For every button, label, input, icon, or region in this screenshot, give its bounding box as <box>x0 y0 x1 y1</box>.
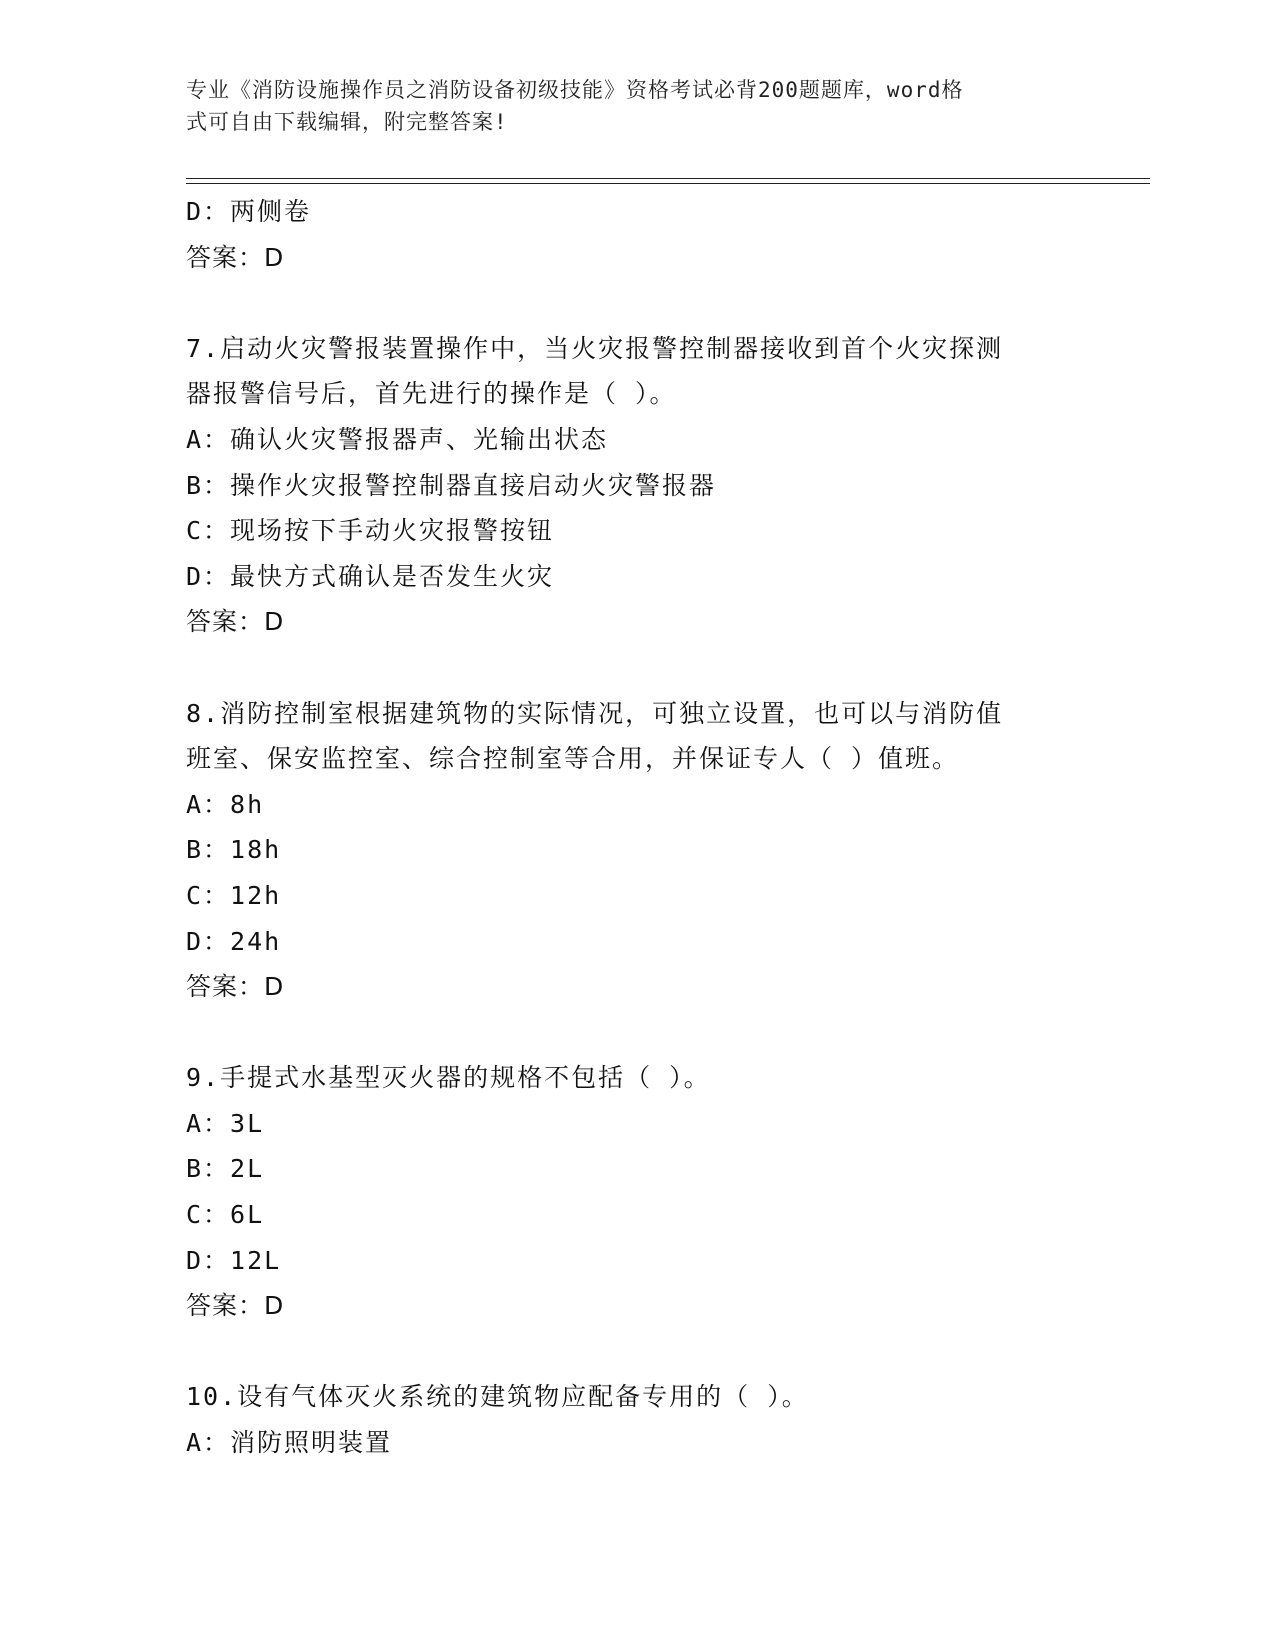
option-d: D：最快方式确认是否发生火灾 <box>186 561 555 591</box>
question-stem-line: 8.消防控制室根据建筑物的实际情况，可独立设置，也可以与消防值 <box>186 698 1004 728</box>
header-divider-top <box>186 178 1150 179</box>
option-a: A：消防照明装置 <box>186 1428 393 1458</box>
option-a: A：8h <box>186 789 265 819</box>
answer: 答案：D <box>186 1291 285 1321</box>
option-d: D：两侧卷 <box>186 197 312 226</box>
spacer <box>186 280 1086 326</box>
spacer <box>186 1329 1086 1375</box>
spacer <box>186 1010 1086 1056</box>
option-c: C：6L <box>186 1200 265 1230</box>
question-7 <box>186 326 1086 645</box>
option-b: B：操作火灾报警控制器直接启动火灾警报器 <box>186 470 717 500</box>
question-8 <box>186 691 1086 1010</box>
question-stem-line: 9.手提式水基型灭火器的规格不包括（ ）。 <box>186 1063 711 1093</box>
answer: 答案：D <box>186 242 285 272</box>
question-9 <box>186 1055 1086 1329</box>
question-10 <box>186 1374 1086 1465</box>
answer: 答案：D <box>186 972 285 1002</box>
question-stem-line: 器报警信号后，首先进行的操作是（ ）。 <box>186 379 677 409</box>
question-stem-line: 班室、保安监控室、综合控制室等合用，并保证专人（ ）值班。 <box>186 744 960 774</box>
option-d: D：24h <box>186 926 282 956</box>
document-header <box>186 74 1066 138</box>
option-b: B：2L <box>186 1154 265 1184</box>
option-a: A：3L <box>186 1108 265 1138</box>
option-c: C：12h <box>186 880 282 910</box>
option-b: B：18h <box>186 835 282 865</box>
question-stem-line: 10.设有气体灭火系统的建筑物应配备专用的（ ）。 <box>186 1382 809 1412</box>
header-divider-bottom <box>186 183 1150 184</box>
answer: 答案：D <box>186 607 285 637</box>
question-stem-line: 7.启动火灾警报装置操作中，当火灾报警控制器接收到首个火灾探测 <box>186 333 1004 363</box>
option-c: C：现场按下手动火灾报警按钮 <box>186 516 555 546</box>
option-d: D：12L <box>186 1245 282 1275</box>
header-line-2: 式可自由下载编辑，附完整答案! <box>186 110 508 134</box>
spacer <box>186 645 1086 691</box>
option-a: A：确认火灾警报器声、光输出状态 <box>186 424 609 454</box>
question-list <box>186 189 1086 1466</box>
header-line-1: 专业《消防设施操作员之消防设备初级技能》资格考试必背200题题库，word格 <box>186 78 964 102</box>
